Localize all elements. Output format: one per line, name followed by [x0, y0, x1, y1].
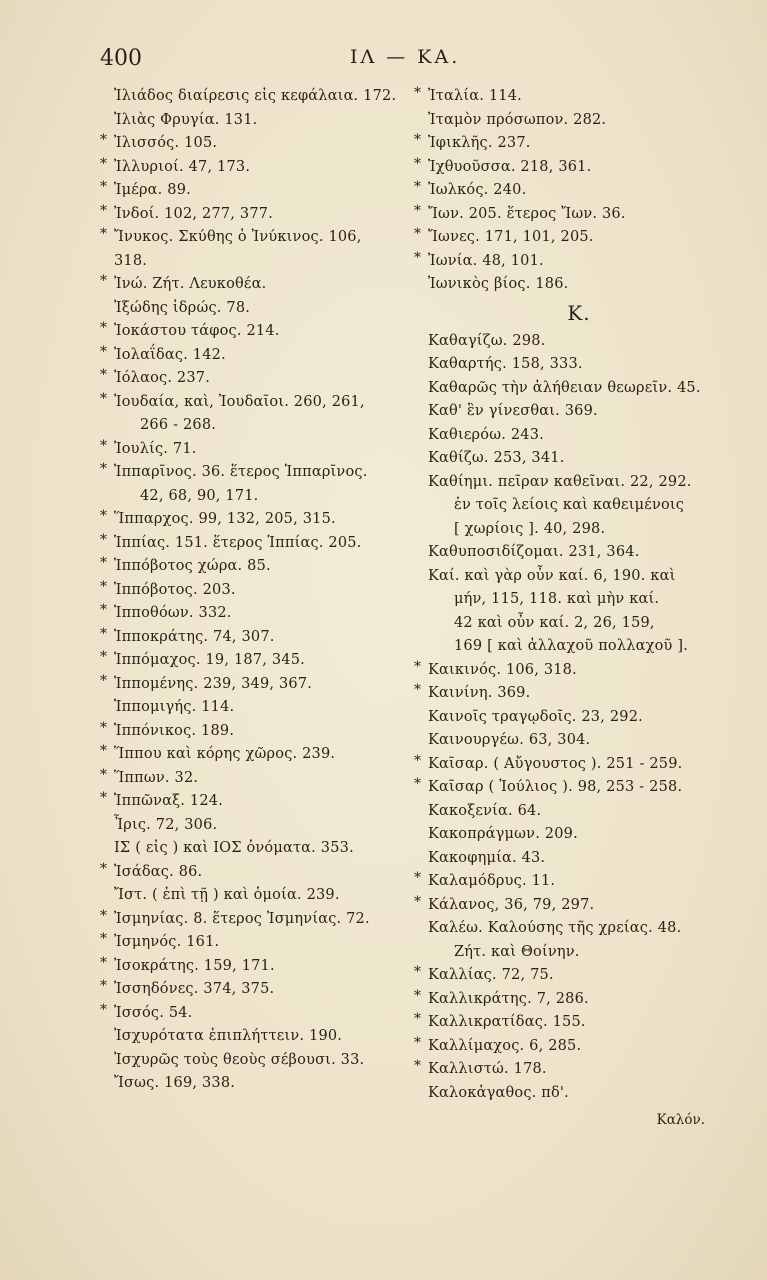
- asterisk-mark: *: [414, 870, 422, 886]
- asterisk-mark: *: [100, 790, 108, 806]
- index-entry-text: Ἴνυκος. Σκύθης ὁ Ἰνύκινος. 106,: [114, 229, 362, 245]
- index-entry: [414, 179, 744, 203]
- index-entry: [100, 696, 430, 720]
- index-entry-text: Ἰσοκράτης. 159, 171.: [114, 957, 275, 974]
- index-entry: [414, 471, 744, 495]
- asterisk-mark: *: [100, 766, 108, 783]
- index-entry: [100, 156, 430, 180]
- asterisk-mark: *: [100, 978, 108, 994]
- index-entry-text: Ἰσμηνός. 161.: [114, 934, 220, 950]
- index-entry: [100, 814, 430, 838]
- index-entry-text: Ἰοκάστου τάφος. 214.: [114, 323, 280, 339]
- index-entry: [100, 884, 430, 908]
- index-entry-text: Κακοπράγμων. 209.: [428, 826, 578, 842]
- asterisk-mark: *: [414, 682, 422, 698]
- index-entry-text: Καθαρῶς τὴν ἀλήθειαν θεωρεῖν. 45.: [428, 379, 701, 396]
- asterisk-mark: *: [100, 907, 108, 924]
- index-entry-text: Καθαγίζω. 298.: [428, 332, 546, 349]
- index-entry-text: Ἰσσηδόνες. 374, 375.: [114, 981, 275, 997]
- index-entry-text: Ἰφικλῆς. 237.: [428, 135, 531, 151]
- index-entry: [414, 541, 744, 565]
- index-entry: [100, 602, 430, 626]
- index-entry: [414, 377, 744, 401]
- index-entry: [100, 132, 430, 156]
- asterisk-mark: *: [100, 390, 108, 407]
- index-entry: [414, 729, 744, 753]
- index-entry: [100, 485, 430, 509]
- index-entry-text: Ἱππομένης. 239, 349, 367.: [114, 675, 313, 692]
- index-entry: [100, 908, 430, 932]
- asterisk-mark: *: [100, 602, 108, 618]
- index-entry-text: Ἱππομιγής. 114.: [114, 699, 235, 715]
- index-entry: [414, 635, 744, 659]
- index-entry-text: Καλλιστώ. 178.: [428, 1061, 547, 1077]
- index-entry-text: Ἴωνες. 171, 101, 205.: [428, 229, 594, 245]
- index-entry: [100, 273, 430, 297]
- index-entry: [100, 931, 430, 955]
- index-entry: [414, 682, 744, 706]
- index-entry: [414, 156, 744, 180]
- asterisk-mark: *: [100, 202, 108, 219]
- index-entry-text: Ἰωνία. 48, 101.: [428, 252, 544, 269]
- index-entry-text: Ἵππαρχος. 99, 132, 205, 315.: [114, 511, 336, 527]
- index-entry: [100, 179, 430, 203]
- index-entry: [100, 367, 430, 391]
- asterisk-mark: *: [100, 461, 108, 477]
- index-entry: [414, 400, 744, 424]
- index-entry: [414, 823, 744, 847]
- index-entry-text: Ἰνώ. Ζήτ. Λευκοθέα.: [114, 276, 267, 292]
- index-entry-text: Ἰουλίς. 71.: [114, 440, 197, 457]
- index-entry: [100, 1025, 430, 1049]
- asterisk-mark: *: [100, 649, 108, 665]
- index-entry-text: Ἱππόβοτος. 203.: [114, 581, 236, 598]
- index-entry-text: Ἰσμηνίας. 8. ἕτερος Ἰσμηνίας. 72.: [114, 910, 370, 927]
- index-entry-text: Καί. καὶ γὰρ οὖν καί. 6, 190. καὶ: [428, 567, 676, 584]
- index-entry: [414, 330, 744, 354]
- index-entry-text: [ χωρίοις ]. 40, 298.: [454, 520, 606, 537]
- index-entry-text: 169 [ καὶ ἀλλαχοῦ πολλαχοῦ ].: [454, 638, 689, 654]
- index-entry-text: 318.: [114, 252, 148, 269]
- asterisk-mark: *: [100, 578, 108, 595]
- running-title: ΙΛ — ΚΑ.: [350, 46, 461, 68]
- index-entry-text: Ἱμέρα. 89.: [114, 182, 191, 198]
- asterisk-mark: *: [100, 179, 108, 195]
- index-entry-text: Ἰνδοί. 102, 277, 377.: [114, 205, 274, 222]
- index-entry: [414, 800, 744, 824]
- index-entry: [414, 659, 744, 683]
- asterisk-mark: *: [100, 555, 108, 571]
- index-entry: [100, 743, 430, 767]
- index-entry-text: Καινοῖς τραγῳδοῖς. 23, 292.: [428, 708, 643, 725]
- index-entry: [414, 612, 744, 636]
- index-entry-text: Ἱππῶναξ. 124.: [114, 793, 224, 809]
- index-entry-text: Ἵππου καὶ κόρης χῶρος. 239.: [114, 746, 336, 762]
- asterisk-mark: *: [100, 343, 108, 360]
- index-entry: [414, 494, 744, 518]
- asterisk-mark: *: [414, 249, 422, 266]
- asterisk-mark: *: [100, 320, 108, 336]
- index-entry-text: Καλέω. Καλούσης τῆς χρείας. 48.: [428, 920, 682, 936]
- asterisk-mark: *: [414, 752, 422, 769]
- index-entry: [414, 917, 744, 941]
- left-index-column: [100, 85, 430, 1096]
- index-entry: [100, 109, 430, 133]
- asterisk-mark: *: [100, 226, 108, 242]
- asterisk-mark: *: [100, 931, 108, 947]
- asterisk-mark: *: [100, 273, 108, 289]
- index-entry-text: Ἱππίας. 151. ἕτερος Ἱππίας. 205.: [114, 534, 362, 551]
- index-entry-text: Ἰσχυρότατα ἐπιπλήττειν. 190.: [114, 1028, 343, 1044]
- index-entry-text: Ἰσχυρῶς τοὺς θεοὺς σέβουσι. 33.: [114, 1051, 365, 1068]
- index-entry-text: Ἰσσός. 54.: [114, 1004, 193, 1021]
- catchword: Καλόν.: [656, 1112, 705, 1128]
- index-entry: [100, 1049, 430, 1073]
- asterisk-mark: *: [414, 1058, 422, 1074]
- index-entry: [414, 1011, 744, 1035]
- index-entry-text: Ἱππόμαχος. 19, 187, 345.: [114, 652, 305, 668]
- index-entry: [414, 1058, 744, 1082]
- index-entry-text: ΙΣ ( εἰς ) καὶ ΙΟΣ ὀνόματα. 353.: [114, 840, 354, 856]
- asterisk-mark: *: [414, 987, 422, 1004]
- asterisk-mark: *: [100, 155, 108, 172]
- index-entry-text: Καῖσαρ. ( Αὔγουστος ). 251 - 259.: [428, 755, 683, 772]
- index-entry: [100, 626, 430, 650]
- index-entry-text: Καλαμόδρυς. 11.: [428, 873, 556, 889]
- index-entry: [414, 424, 744, 448]
- asterisk-mark: *: [100, 743, 108, 759]
- index-entry: [100, 344, 430, 368]
- index-entry-text: Ἰουδαία, καὶ, Ἰουδαῖοι. 260, 261,: [114, 393, 365, 410]
- asterisk-mark: *: [100, 367, 108, 383]
- index-entry: [100, 320, 430, 344]
- index-entry: [100, 532, 430, 556]
- index-entry: [100, 391, 430, 415]
- index-entry: [414, 706, 744, 730]
- index-entry-text: Ἶρις. 72, 306.: [114, 816, 218, 833]
- index-entry: [414, 941, 744, 965]
- index-entry-text: Ἰωλκός. 240.: [428, 182, 527, 198]
- index-entry: [100, 837, 430, 861]
- index-entry: [100, 297, 430, 321]
- index-entry-text: Ἰξώδης ἱδρώς. 78.: [114, 299, 251, 316]
- asterisk-mark: *: [100, 625, 108, 642]
- index-entry-text: Ἰλιάδος διαίρεσις εἰς κεφάλαια. 172.: [114, 88, 397, 104]
- index-entry: [100, 579, 430, 603]
- index-entry-text: Καθ' ἓν γίνεσθαι. 369.: [428, 403, 598, 419]
- index-entry-text: ἐν τοῖς λείοις καὶ καθειμένοις: [454, 497, 685, 513]
- index-entry-text: Κακοφημία. 43.: [428, 849, 546, 866]
- index-entry-text: Καλοκἀγαθος. πδ'.: [428, 1084, 569, 1101]
- asterisk-mark: *: [100, 860, 108, 877]
- index-entry: [100, 85, 430, 109]
- asterisk-mark: *: [414, 776, 422, 792]
- index-entry-text: Ἱππόβοτος χώρα. 85.: [114, 558, 271, 574]
- index-entry: [414, 753, 744, 777]
- index-entry-text: Ἱπποκράτης. 74, 307.: [114, 628, 275, 645]
- asterisk-mark: *: [414, 85, 422, 101]
- asterisk-mark: *: [414, 202, 422, 219]
- index-entry: [414, 588, 744, 612]
- index-entry-text: Καλλίας. 72, 75.: [428, 967, 554, 983]
- index-entry: [100, 1072, 430, 1096]
- asterisk-mark: *: [414, 1011, 422, 1027]
- asterisk-mark: *: [100, 437, 108, 454]
- index-entry-text: Καλλικρατίδας. 155.: [428, 1014, 586, 1030]
- section-heading-k: Κ.: [567, 300, 591, 325]
- index-entry: [100, 203, 430, 227]
- index-entry: [100, 955, 430, 979]
- index-entry: [100, 461, 430, 485]
- index-entry: [414, 565, 744, 589]
- index-entry-text: Ἰολαΐδας. 142.: [114, 346, 226, 363]
- index-entry: [100, 1002, 430, 1026]
- index-entry-text: Ἰσάδας. 86.: [114, 863, 203, 880]
- index-entry-text: Ἱππόνικος. 189.: [114, 722, 235, 739]
- index-entry-text: Κακοξενία. 64.: [428, 802, 542, 819]
- index-entry-text: Ἰταμὸν πρόσωπον. 282.: [428, 111, 607, 128]
- asterisk-mark: *: [100, 719, 108, 736]
- asterisk-mark: *: [414, 226, 422, 242]
- index-entry: [414, 226, 744, 250]
- index-entry: [414, 203, 744, 227]
- index-entry: [100, 226, 430, 250]
- index-entry: [100, 720, 430, 744]
- index-entry-text: 42 καὶ οὖν καί. 2, 26, 159,: [454, 614, 655, 631]
- index-entry-text: Ἴσως. 169, 338.: [114, 1075, 236, 1091]
- index-entry-text: Καθυποσιδίζομαι. 231, 364.: [428, 544, 640, 560]
- asterisk-mark: *: [100, 672, 108, 689]
- index-entry: [414, 988, 744, 1012]
- index-entry: [100, 250, 430, 274]
- index-entry-text: Καθίημι. πεῖραν καθεῖναι. 22, 292.: [428, 473, 692, 490]
- index-entry-text: Καθιερόω. 243.: [428, 426, 544, 443]
- index-entry-text: Ἱππαρῖνος. 36. ἕτερος Ἱππαρῖνος.: [114, 464, 368, 480]
- index-entry-text: Καλλίμαχος. 6, 285.: [428, 1037, 582, 1054]
- index-entry: [414, 894, 744, 918]
- index-entry-text: Καινίνη. 369.: [428, 685, 531, 701]
- index-entry-text: Καλλικράτης. 7, 286.: [428, 990, 589, 1007]
- index-entry-text: Ἰλιὰς Φρυγία. 131.: [114, 111, 258, 128]
- asterisk-mark: *: [414, 658, 422, 675]
- index-entry-text: Ἴστ. ( ἐπὶ τῇ ) καὶ ὁμοία. 239.: [114, 887, 340, 903]
- index-entry: [100, 649, 430, 673]
- index-entry-text: Ἰλλυριοί. 47, 173.: [114, 158, 251, 175]
- index-entry: [414, 964, 744, 988]
- index-entry: [100, 767, 430, 791]
- index-entry: [414, 518, 744, 542]
- index-entry-text: Καικινός. 106, 318.: [428, 661, 577, 678]
- index-entry-text: 266 - 268.: [140, 417, 217, 433]
- asterisk-mark: *: [100, 531, 108, 548]
- index-entry-text: Κάλανος, 36, 79, 297.: [428, 896, 595, 913]
- index-entry: [414, 1082, 744, 1106]
- index-entry: [100, 414, 430, 438]
- page-number: 400: [100, 46, 142, 71]
- index-entry-text: Καθαρτής. 158, 333.: [428, 356, 583, 372]
- index-entry: [100, 790, 430, 814]
- index-entry: [414, 273, 744, 297]
- index-entry-text: Ἰταλία. 114.: [428, 88, 522, 104]
- index-entry: [414, 85, 744, 109]
- index-entry-text: Ἰλισσός. 105.: [114, 135, 218, 151]
- asterisk-mark: *: [100, 1001, 108, 1018]
- asterisk-mark: *: [414, 155, 422, 172]
- index-entry-text: μήν, 115, 118. καὶ μὴν καί.: [454, 591, 660, 607]
- index-entry-text: Ἴων. 205. ἕτερος Ἴων. 36.: [428, 205, 626, 222]
- right-index-column: [414, 85, 744, 1105]
- asterisk-mark: *: [414, 964, 422, 980]
- index-entry: [100, 978, 430, 1002]
- index-entry-text: Καῖσαρ ( Ἰούλιος ). 98, 253 - 258.: [428, 779, 683, 795]
- index-entry-text: 42, 68, 90, 171.: [140, 487, 259, 504]
- index-entry: [100, 861, 430, 885]
- index-entry: [100, 555, 430, 579]
- asterisk-mark: *: [100, 508, 108, 524]
- index-entry: [414, 847, 744, 871]
- asterisk-mark: *: [100, 954, 108, 971]
- page-header: [100, 46, 700, 76]
- asterisk-mark: *: [414, 893, 422, 910]
- index-entry: [414, 1035, 744, 1059]
- asterisk-mark: *: [414, 1034, 422, 1051]
- index-entry: [100, 508, 430, 532]
- index-entry: [414, 776, 744, 800]
- index-entry: [414, 870, 744, 894]
- index-entry-text: Ἰωνικὸς βίος. 186.: [428, 276, 569, 292]
- asterisk-mark: *: [414, 132, 422, 148]
- index-entry-text: Καινουργέω. 63, 304.: [428, 732, 591, 748]
- index-entry: [414, 447, 744, 471]
- asterisk-mark: *: [414, 179, 422, 195]
- index-entry: [414, 132, 744, 156]
- index-entry-text: Ζήτ. καὶ Θοίνην.: [454, 943, 580, 960]
- index-entry-text: Ἵππων. 32.: [114, 769, 199, 786]
- index-entry-text: Ἰόλαος. 237.: [114, 370, 211, 386]
- asterisk-mark: *: [100, 132, 108, 148]
- index-entry-text: Ἰχθυοῦσσα. 218, 361.: [428, 158, 592, 175]
- index-entry: [414, 250, 744, 274]
- index-entry-text: Καθίζω. 253, 341.: [428, 450, 565, 466]
- index-entry: [414, 109, 744, 133]
- index-entry: [100, 673, 430, 697]
- index-entry-text: Ἱπποθόων. 332.: [114, 605, 232, 621]
- index-entry: [414, 353, 744, 377]
- index-entry: [100, 438, 430, 462]
